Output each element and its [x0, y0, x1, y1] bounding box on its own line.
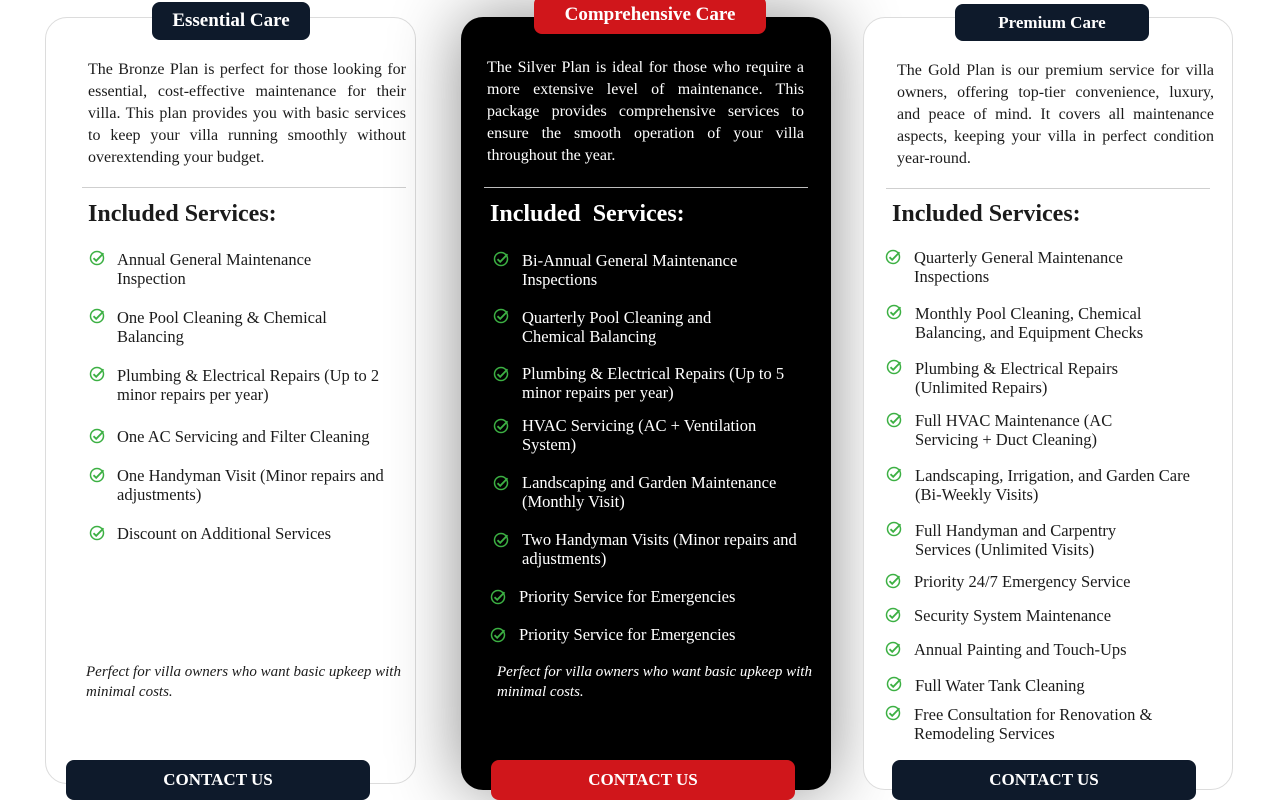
- service-item: Landscaping, Irrigation, and Garden Care (Bi-Weekly Visits): [915, 466, 1190, 504]
- check-circle-icon: [493, 366, 509, 382]
- divider: [886, 188, 1210, 189]
- service-item: Quarterly Pool Cleaning and Chemical Balancing: [522, 308, 712, 346]
- divider: [82, 187, 406, 188]
- service-item: Annual General Maintenance Inspection: [117, 250, 312, 288]
- check-circle-icon: [493, 418, 509, 434]
- service-item: Plumbing & Electrical Repairs (Unlimited Repairs): [915, 359, 1118, 397]
- contact-us-button[interactable]: CONTACT US: [892, 760, 1196, 800]
- check-circle-icon: [493, 251, 509, 267]
- check-circle-icon: [493, 475, 509, 491]
- service-item: HVAC Servicing (AC + Ventilation System): [522, 416, 757, 454]
- service-item: Free Consultation for Renovation & Remodeling Services: [914, 705, 1153, 743]
- service-item: Plumbing & Electrical Repairs (Up to 2 minor repairs per year): [117, 366, 380, 404]
- check-circle-icon: [493, 532, 509, 548]
- check-circle-icon: [89, 467, 105, 483]
- check-circle-icon: [89, 525, 105, 541]
- service-item: Two Handyman Visits (Minor repairs and adjustments): [522, 530, 797, 568]
- included-services-heading: Included Services:: [88, 201, 277, 227]
- check-circle-icon: [490, 627, 506, 643]
- check-circle-icon: [490, 589, 506, 605]
- plan-tag-essential: Essential Care: [152, 2, 310, 40]
- check-circle-icon: [885, 641, 901, 657]
- service-item: Bi-Annual General Maintenance Inspections: [522, 251, 738, 289]
- service-item: Security System Maintenance: [914, 606, 1112, 625]
- service-item: Priority Service for Emergencies: [519, 587, 736, 606]
- check-circle-icon: [885, 705, 901, 721]
- service-item: Full HVAC Maintenance (AC Servicing + Duct Cleaning): [915, 411, 1113, 449]
- check-circle-icon: [89, 366, 105, 382]
- included-services-heading: Included Services:: [892, 201, 1081, 227]
- check-circle-icon: [886, 676, 902, 692]
- contact-us-button[interactable]: CONTACT US: [66, 760, 370, 800]
- plan-note: Perfect for villa owners who want basic upkeep with minimal costs.: [86, 664, 401, 700]
- service-item: Monthly Pool Cleaning, Chemical Balancing, and Equipment Checks: [915, 304, 1144, 342]
- service-item: Quarterly General Maintenance Inspections: [914, 248, 1123, 286]
- plan-tag-comprehensive: Comprehensive Care: [534, 0, 766, 34]
- service-item: Full Handyman and Carpentry Services (Unlimited Visits): [915, 521, 1117, 559]
- service-item: Annual Painting and Touch-Ups: [914, 640, 1127, 659]
- check-circle-icon: [89, 250, 105, 266]
- divider: [484, 187, 808, 188]
- service-item: Priority Service for Emergencies: [519, 625, 736, 644]
- service-item: Landscaping and Garden Maintenance (Monthly Visit): [522, 473, 777, 511]
- service-item: Plumbing & Electrical Repairs (Up to 5 minor repairs per year): [522, 364, 785, 402]
- plan-description: The Silver Plan is ideal for those who require a more extensive level of maintenance. This package provides comprehensive services to ensure the smooth operation of your villa throughout the year.: [487, 59, 804, 164]
- plan-note: Perfect for villa owners who want basic upkeep with minimal costs.: [497, 664, 812, 700]
- check-circle-icon: [89, 428, 105, 444]
- service-item: One AC Servicing and Filter Cleaning: [117, 427, 370, 446]
- plan-description: The Bronze Plan is perfect for those looking for essential, cost-effective maintenance for their villa. This plan provides you with basic services to keep your villa running smoothly without overextending your budget.: [88, 61, 406, 166]
- check-circle-icon: [886, 412, 902, 428]
- check-circle-icon: [493, 308, 509, 324]
- check-circle-icon: [885, 573, 901, 589]
- check-circle-icon: [885, 249, 901, 265]
- check-circle-icon: [886, 521, 902, 537]
- check-circle-icon: [886, 359, 902, 375]
- check-circle-icon: [885, 607, 901, 623]
- plan-tag-premium: Premium Care: [955, 4, 1149, 41]
- plan-description: The Gold Plan is our premium service for villa owners, offering top-tier convenience, luxury, and peace of mind. It covers all maintenance aspects, keeping your villa in perfect condition year-round.: [897, 62, 1214, 167]
- service-item: Discount on Additional Services: [117, 524, 332, 543]
- included-services-heading: Included Services:: [490, 201, 685, 227]
- check-circle-icon: [89, 308, 105, 324]
- contact-us-button[interactable]: CONTACT US: [491, 760, 795, 800]
- service-item: One Handyman Visit (Minor repairs and adjustments): [117, 466, 384, 504]
- service-item: One Pool Cleaning & Chemical Balancing: [117, 308, 327, 346]
- check-circle-icon: [886, 304, 902, 320]
- check-circle-icon: [886, 466, 902, 482]
- service-item: Full Water Tank Cleaning: [915, 676, 1085, 695]
- service-item: Priority 24/7 Emergency Service: [914, 572, 1131, 591]
